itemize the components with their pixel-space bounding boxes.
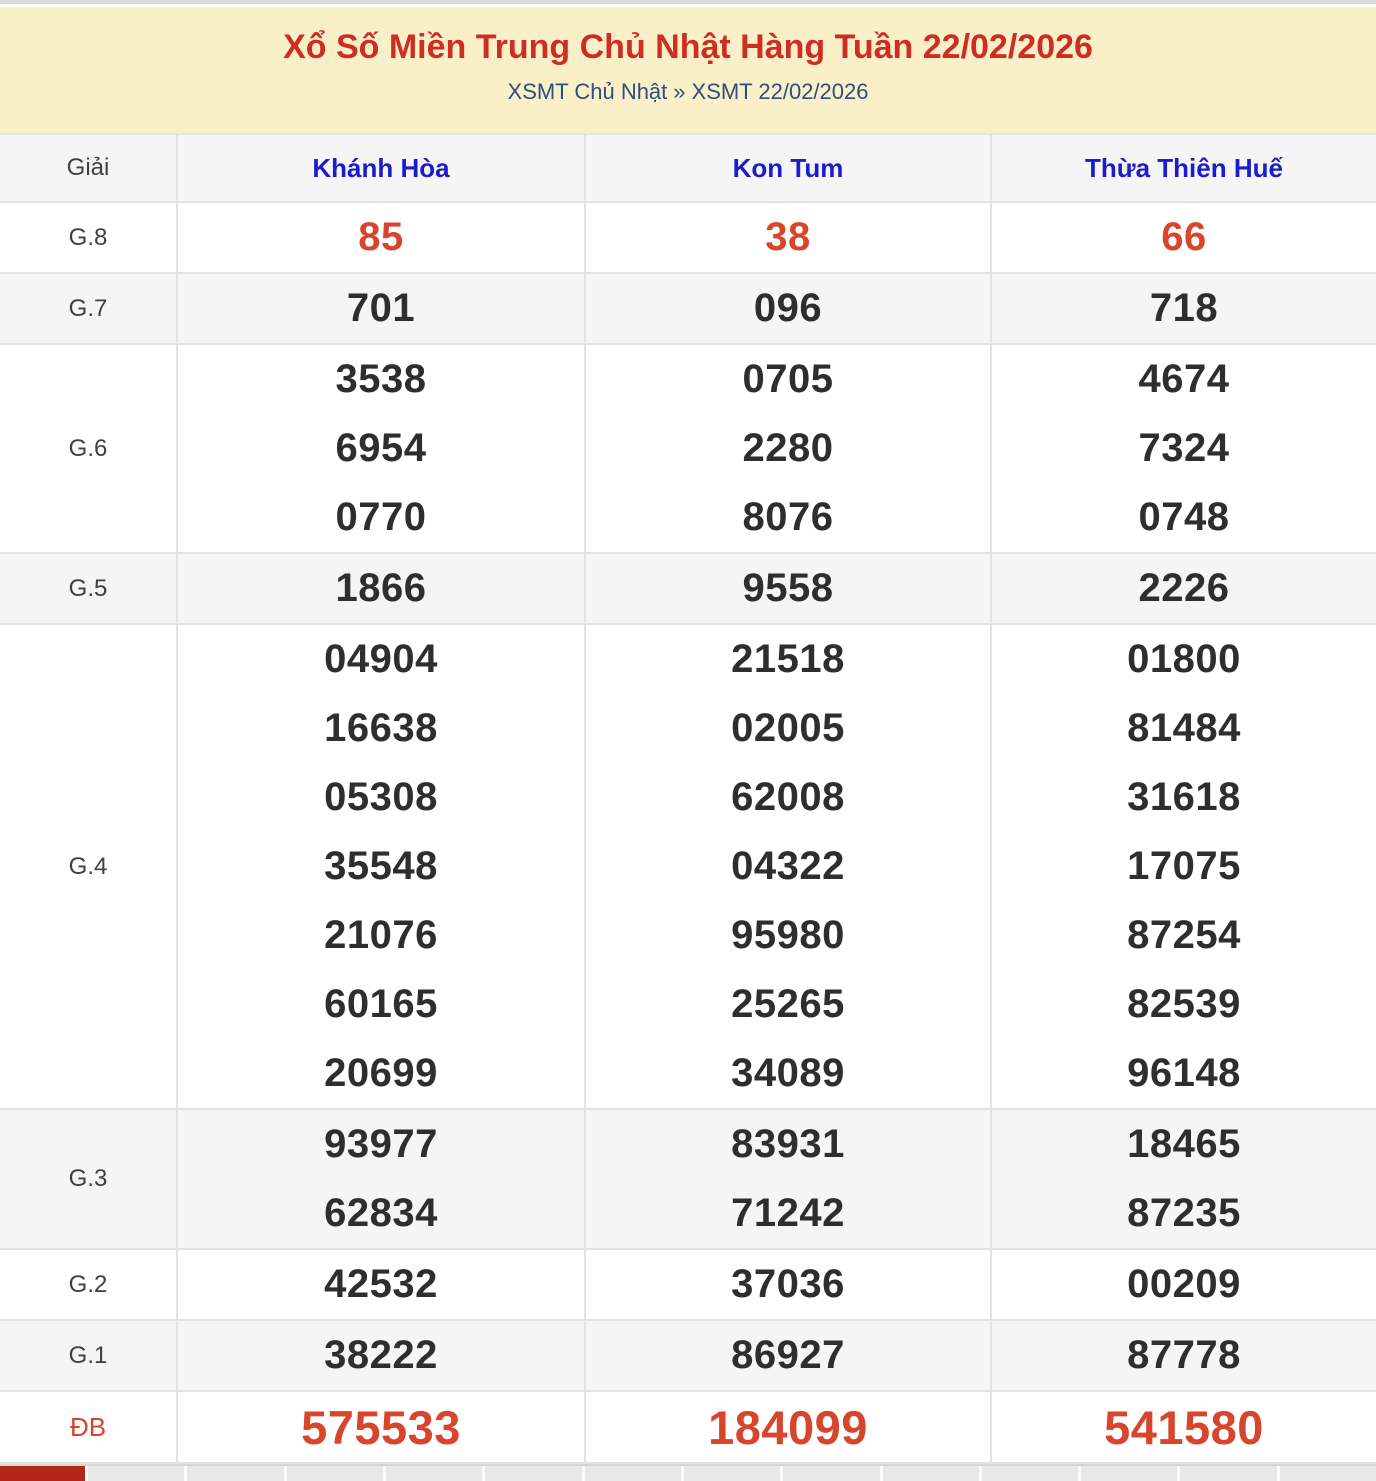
prize-row-g6	[0, 345, 1376, 554]
prize-column-header: Giải	[66, 154, 110, 181]
number-cell	[584, 1392, 990, 1462]
bottom-tab[interactable]	[287, 1466, 383, 1481]
prize-label: G.8	[68, 223, 108, 251]
lottery-number: 6954	[335, 426, 427, 470]
prize-label: ĐB	[69, 1411, 107, 1442]
lottery-number: 81484	[1127, 706, 1241, 750]
breadcrumb	[0, 79, 1376, 105]
lottery-number: 7324	[1138, 426, 1230, 470]
lottery-number: 17075	[1127, 844, 1241, 888]
bottom-tab-active[interactable]	[0, 1466, 85, 1481]
lottery-number: 62008	[731, 775, 845, 819]
lottery-number: 701	[346, 286, 416, 330]
lottery-number: 575533	[301, 1400, 461, 1454]
prize-label: G.7	[68, 294, 108, 322]
breadcrumb-link-xsmt-weekday[interactable]: XSMT Chủ Nhật	[507, 79, 668, 104]
breadcrumb-link-xsmt-date[interactable]: XSMT 22/02/2026	[691, 79, 869, 104]
lottery-number: 21518	[731, 637, 845, 681]
number-cell	[584, 1321, 990, 1390]
prize-label: G.6	[68, 434, 108, 462]
number-cell	[584, 345, 990, 552]
lottery-number: 85	[358, 215, 404, 259]
bottom-tab[interactable]	[783, 1466, 879, 1481]
lottery-number: 8076	[742, 495, 834, 539]
lottery-number: 31618	[1127, 775, 1241, 819]
number-cell	[584, 274, 990, 343]
lottery-number: 95980	[731, 913, 845, 957]
lottery-number: 37036	[731, 1262, 845, 1306]
bottom-tab[interactable]	[883, 1466, 979, 1481]
lottery-number: 62834	[324, 1191, 438, 1235]
lottery-number: 04322	[731, 844, 845, 888]
lottery-number: 04904	[324, 637, 438, 681]
bottom-tab[interactable]	[684, 1466, 780, 1481]
prize-row-g1	[0, 1321, 1376, 1392]
number-cell	[176, 203, 584, 272]
prize-label: G.1	[68, 1341, 108, 1369]
lottery-number: 1866	[335, 566, 427, 610]
bottom-tab[interactable]	[187, 1466, 283, 1481]
lottery-number: 38	[765, 215, 811, 259]
number-cell	[990, 1250, 1376, 1319]
breadcrumb-separator: »	[673, 79, 686, 104]
bottom-tab[interactable]	[88, 1466, 184, 1481]
prize-row-g7	[0, 274, 1376, 345]
prize-row-g8	[0, 203, 1376, 274]
bottom-tab-strip	[0, 1464, 1376, 1481]
lottery-number: 25265	[731, 982, 845, 1026]
lottery-number: 93977	[324, 1122, 438, 1166]
number-cell	[990, 345, 1376, 552]
number-cell	[584, 203, 990, 272]
lottery-number: 3538	[335, 357, 427, 401]
prize-row-đb	[0, 1392, 1376, 1464]
lottery-number: 096	[753, 286, 823, 330]
number-cell	[990, 1392, 1376, 1462]
prize-row-g3	[0, 1110, 1376, 1250]
bottom-tab[interactable]	[585, 1466, 681, 1481]
lottery-number: 0705	[742, 357, 834, 401]
lottery-number: 83931	[731, 1122, 845, 1166]
bottom-tab[interactable]	[386, 1466, 482, 1481]
lottery-number: 34089	[731, 1051, 845, 1095]
number-cell	[176, 1110, 584, 1248]
lottery-number: 60165	[324, 982, 438, 1026]
prize-row-g5	[0, 554, 1376, 625]
bottom-tab[interactable]	[485, 1466, 581, 1481]
prize-rows	[0, 203, 1376, 1464]
lottery-number: 71242	[731, 1191, 845, 1235]
lottery-number: 541580	[1104, 1400, 1264, 1454]
number-cell	[176, 554, 584, 623]
prize-label: G.5	[68, 574, 108, 602]
number-cell	[990, 1321, 1376, 1390]
lottery-number: 82539	[1127, 982, 1241, 1026]
bottom-tab[interactable]	[982, 1466, 1078, 1481]
prize-label: G.2	[68, 1270, 108, 1298]
lottery-number: 05308	[324, 775, 438, 819]
number-cell	[990, 203, 1376, 272]
lottery-number: 2280	[742, 426, 834, 470]
lottery-number: 42532	[324, 1262, 438, 1306]
number-cell	[990, 554, 1376, 623]
number-cell	[176, 1392, 584, 1462]
lottery-number: 00209	[1127, 1262, 1241, 1306]
lottery-number: 21076	[324, 913, 438, 957]
lottery-number: 18465	[1127, 1122, 1241, 1166]
number-cell	[176, 274, 584, 343]
prize-row-g4	[0, 625, 1376, 1110]
lottery-number: 4674	[1138, 357, 1230, 401]
number-cell	[176, 625, 584, 1108]
lottery-number: 96148	[1127, 1051, 1241, 1095]
prize-row-g2	[0, 1250, 1376, 1321]
number-cell	[584, 1110, 990, 1248]
bottom-tab[interactable]	[1081, 1466, 1177, 1481]
lottery-number: 66	[1161, 215, 1207, 259]
prize-label: G.3	[68, 1165, 108, 1192]
table-header-row	[0, 135, 1376, 203]
number-cell	[990, 274, 1376, 343]
lottery-number: 02005	[731, 706, 845, 750]
lottery-number: 35548	[324, 844, 438, 888]
number-cell	[584, 625, 990, 1108]
lottery-number: 38222	[324, 1333, 438, 1377]
page-header	[0, 7, 1376, 133]
lottery-number: 16638	[324, 706, 438, 750]
province-header-2[interactable]: Kon Tum	[584, 135, 990, 201]
lottery-number: 0748	[1138, 495, 1230, 539]
number-cell	[176, 1321, 584, 1390]
lottery-number: 87254	[1127, 913, 1241, 957]
lottery-number: 01800	[1127, 637, 1241, 681]
number-cell	[990, 625, 1376, 1108]
province-header-1[interactable]: Khánh Hòa	[176, 135, 584, 201]
lottery-number: 86927	[731, 1333, 845, 1377]
lottery-number: 9558	[742, 566, 834, 610]
number-cell	[584, 554, 990, 623]
lottery-number: 184099	[708, 1400, 868, 1454]
lottery-number: 87778	[1127, 1333, 1241, 1377]
lottery-number: 20699	[324, 1051, 438, 1095]
page-title: Xổ Số Miền Trung Chủ Nhật Hàng Tuần 22/02/2026	[283, 28, 1093, 66]
lottery-number: 718	[1149, 286, 1219, 330]
bottom-tab[interactable]	[1180, 1466, 1276, 1481]
lottery-number: 2226	[1138, 566, 1230, 610]
number-cell	[584, 1250, 990, 1319]
number-cell	[176, 345, 584, 552]
lottery-number: 0770	[335, 495, 427, 539]
number-cell	[176, 1250, 584, 1319]
prize-label: G.4	[68, 852, 108, 880]
province-header-3[interactable]: Thừa Thiên Huế	[990, 135, 1376, 201]
bottom-tab[interactable]	[1280, 1466, 1376, 1481]
lottery-number: 87235	[1127, 1191, 1241, 1235]
number-cell	[990, 1110, 1376, 1248]
lottery-results-table	[0, 133, 1376, 1464]
